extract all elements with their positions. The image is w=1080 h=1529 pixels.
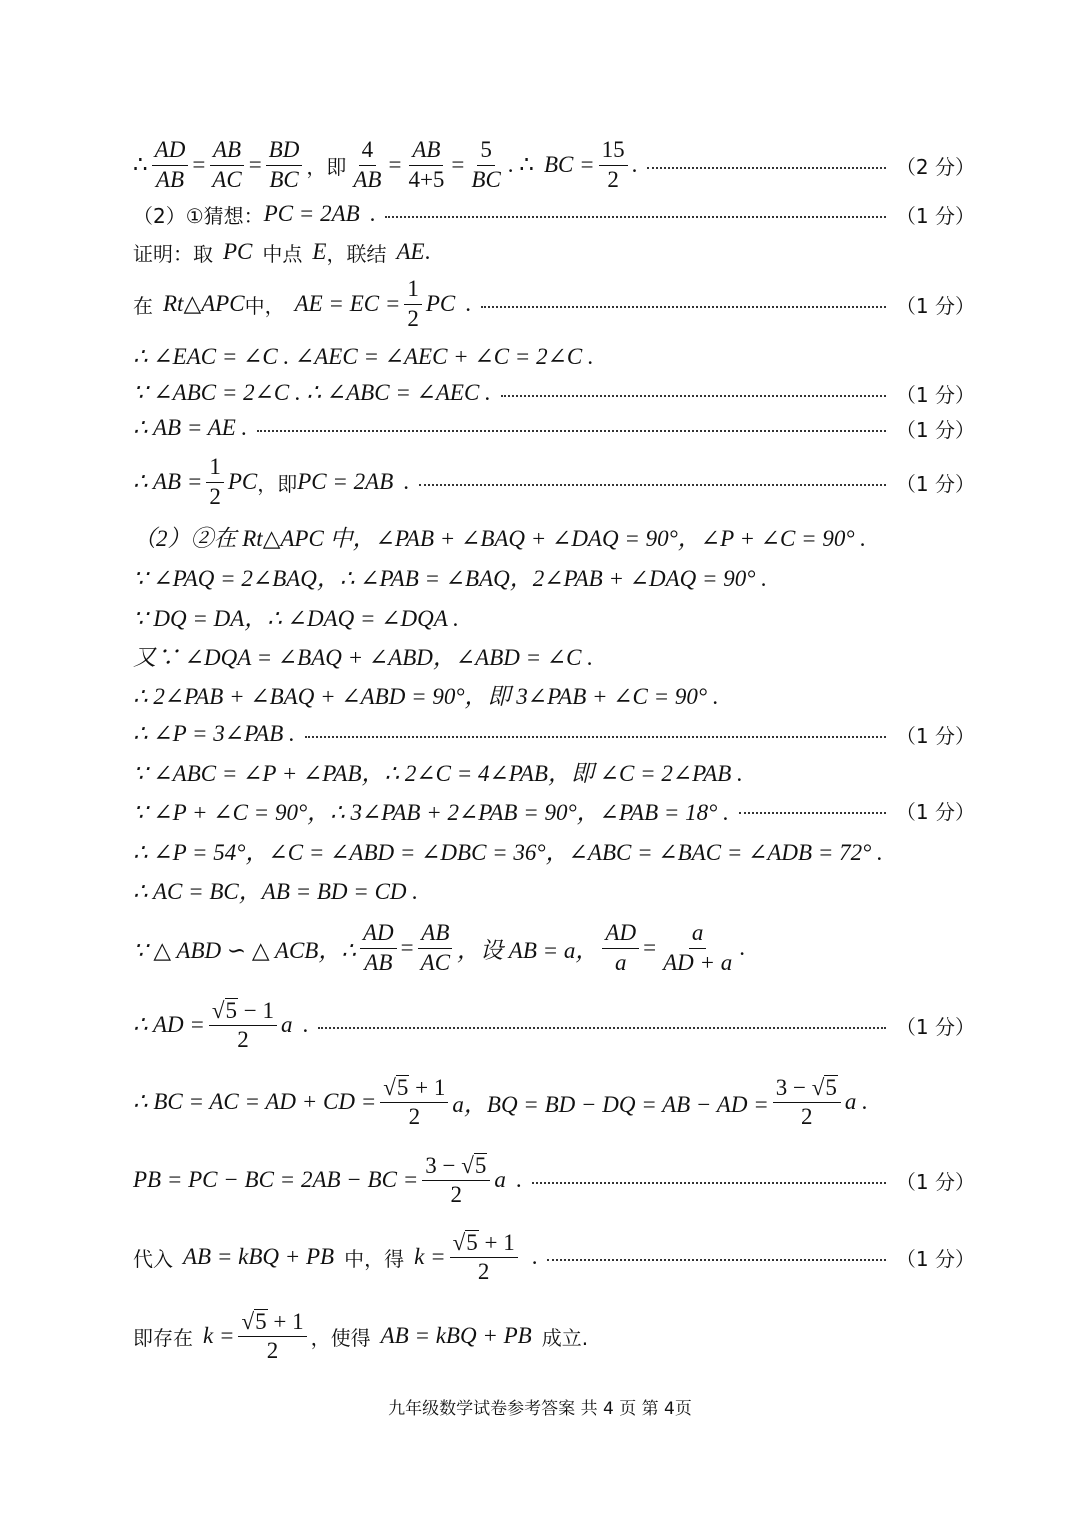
dot-leader [305,736,886,738]
line-9: （2）②在 Rt△APC 中，∠PAB + ∠BAQ + ∠DAQ = 90°，∠P + ∠C = 90° . [133,525,867,551]
line-11: ∵ DQ = DA，∴ ∠DAQ = ∠DQA . [133,605,459,631]
score-label: （1 分） [895,203,975,228]
fraction: $\frac{AB}{4+5}$ [408,137,445,192]
fraction: $\frac{3 - √5}{2}$ [773,1075,841,1129]
score-label: （1 分） [895,382,975,407]
fraction: $\frac{1}{2}$ [206,455,224,508]
fraction: $\frac{15}{2}$ [599,138,628,191]
dot-leader [501,395,886,397]
score-label: （1 分） [895,1014,975,1039]
page-footer: 九年级数学试卷参考答案 共 4 页 第 4页 [388,1399,692,1419]
fraction: $\frac{AD}{AB}$ [152,138,189,191]
score-label: （1 分） [895,1169,975,1194]
line-16: ∵ ∠P + ∠C = 90°，∴ 3∠PAB + 2∠PAB = 90°，∠PAB = 18° . （1 分） [133,792,975,828]
score-label: （1 分） [895,723,975,748]
line-21: ∴ BC = AC = AD + CD = $\frac{√5 + 1}{2}$ a，BQ = BD − DQ = AB − AD = $\frac{3 - √5}{2}$ a . [133,1074,868,1129]
fraction: $\frac{AB}{AC}$ [209,138,244,191]
line-13: ∴ 2∠PAB + ∠BAQ + ∠ABD = 90°，即 3∠PAB + ∠C = 90° . [133,683,719,709]
line-4: 在 Rt△APC 中， AE = EC = $\frac{1}{2}$ PC . （1 分） [133,276,975,331]
line-2: （2）①猜想： PC = 2AB . （1 分） [133,201,975,228]
dot-leader [419,484,886,486]
line-22: PB = PC − BC = 2AB − BC = $\frac{3 - √5}{2}$ a . （1 分） [133,1152,975,1207]
fraction: $\frac{AD}{AB}$ [360,921,397,974]
score-label: （1 分） [895,799,975,824]
dot-leader [547,1259,885,1261]
line-5: ∴ ∠EAC = ∠C . ∠AEC = ∠AEC + ∠C = 2∠C . [133,344,594,369]
line-24: 即存在 k = $\frac{√5 + 1}{2}$ ，使得 AB = kBQ + PB 成立. [133,1308,589,1363]
line-1: ∴ $\frac{AD}{AB}$ = $\frac{AB}{AC}$ = $\frac{BD}{BC}$ ，即 $\frac{4}{AB}$ = $\frac{AB}{4+5}$ = $\frac{5}{BC}$ . ∴ BC = $\frac{15}{2}$ . （2 分） [133,137,975,192]
line-3: 证明：取 PC 中点 E ，联结 AE . [133,239,431,266]
dot-leader [385,216,885,218]
fraction: $\frac{4}{AB}$ [353,137,382,192]
fraction: $\frac{√5 + 1}{2}$ [450,1230,518,1284]
fraction: $\frac{5}{BC}$ [471,137,501,192]
fraction: $\frac{AD}{a}$ [602,921,639,974]
dot-leader [257,430,886,432]
score-label: （1 分） [895,1246,975,1271]
fraction: $\frac{√5 + 1}{2}$ [238,1309,306,1363]
dot-leader [647,167,886,169]
fraction: $\frac{BD}{BC}$ [266,138,303,191]
line-8: ∴ AB = $\frac{1}{2}$ PC ，即 PC = 2AB . （1 分） [133,454,975,509]
score-label: （1 分） [895,293,975,318]
fraction: $\frac{√5 + 1}{2}$ [380,1075,448,1129]
line-12: 又∵ ∠DQA = ∠BAQ + ∠ABD，∠ABD = ∠C . [133,644,593,670]
dot-leader [481,306,886,308]
score-label: （2 分） [895,154,975,179]
fraction: $\frac{3 - √5}{2}$ [422,1153,490,1207]
line-18: ∴ AC = BC，AB = BD = CD . [133,878,419,904]
line-15: ∵ ∠ABC = ∠P + ∠PAB，∴ 2∠C = 4∠PAB，即 ∠C = 2∠PAB . [133,760,743,786]
line-20: ∴ AD = $\frac{√5 - 1}{2}$ a . （1 分） [133,997,975,1052]
line-19: ∵ △ ABD ∽ △ ACB，∴ $\frac{AD}{AB}$ = $\frac{AB}{AC}$ ，设 AB = a， $\frac{AD}{a}$ = $\frac{a}{AD + a}$ . [133,920,745,975]
dot-leader [318,1027,886,1029]
line-17: ∴ ∠P = 54°，∠C = ∠ABD = ∠DBC = 36°，∠ABC = ∠BAC = ∠ADB = 72° . [133,839,883,865]
score-label: （1 分） [895,471,975,496]
line-23: 代入 AB = kBQ + PB 中，得 k = $\frac{√5 + 1}{2}$ . （1 分） [133,1229,975,1284]
fraction: $\frac{1}{2}$ [404,277,422,330]
fraction: $\frac{a}{AD + a}$ [663,920,733,975]
fraction: $\frac{√5 - 1}{2}$ [209,998,277,1052]
score-label: （1 分） [895,417,975,442]
dot-leader [739,812,886,814]
line-10: ∵ ∠PAQ = 2∠BAQ，∴ ∠PAB = ∠BAQ，2∠PAB + ∠DAQ = 90° . [133,565,767,591]
fraction: $\frac{AB}{AC}$ [418,921,453,974]
line-6: ∵ ∠ABC = 2∠C . ∴ ∠ABC = ∠AEC . （1 分） [133,380,975,407]
dot-leader [532,1182,886,1184]
line-14: ∴ ∠P = 3∠PAB . （1 分） [133,721,975,748]
line-7: ∴ AB = AE . （1 分） [133,415,975,442]
